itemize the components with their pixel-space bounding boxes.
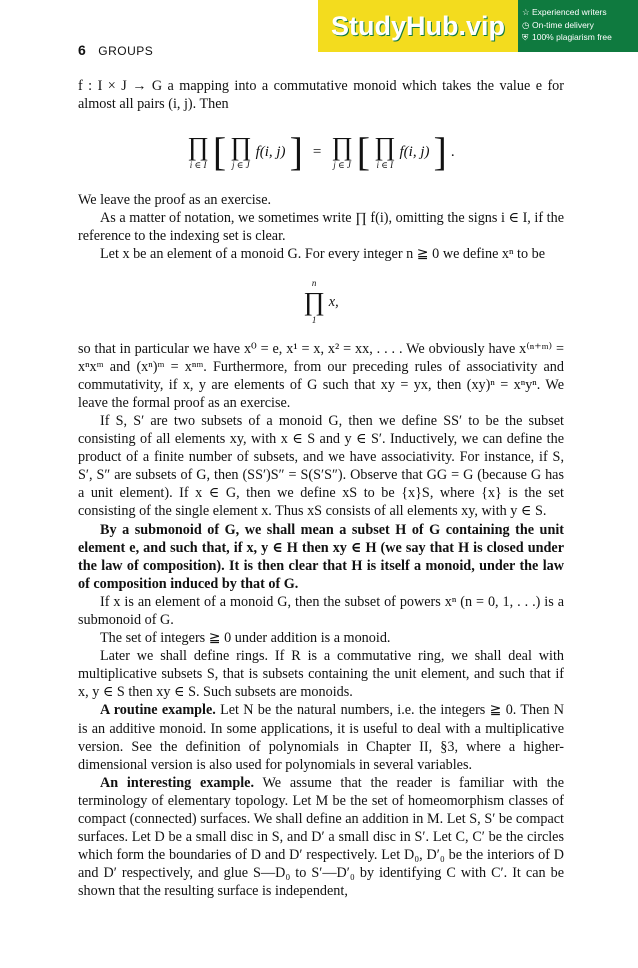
paragraph: If x is an element of a monoid G, then the subset of powers xⁿ (n = 0, 1, . . .) is a submonoid of G. xyxy=(78,593,564,628)
term-closed: closed xyxy=(486,539,524,556)
badge-item: ◷ On-time delivery xyxy=(522,19,594,30)
paragraph: We leave the proof as an exercise. xyxy=(78,192,272,209)
shield-icon: ⛨ xyxy=(522,32,529,42)
display-equation-power: n ∏ 1 x, xyxy=(303,277,339,325)
badge-list xyxy=(522,6,638,44)
paragraph: The set of integers ≧ 0 under addition is a monoid. xyxy=(100,630,391,647)
running-title: GROUPS xyxy=(98,44,154,58)
clock-icon: ◷ xyxy=(522,19,530,30)
example-interesting: An interesting example. We assume that the reader is familiar with the terminology of elementary topology. Let M be the set of homeomorphism classes of compact (connected) surfaces. We shall define an addition in M. Let S, S′ be compact surfaces. Let D be a small disc in S, and D′ a small disc in S′. Let C, C′ be the circles which form the boundaries of D and D′ respectively. Let D₀, D′₀ be the interiors of D and D′ respectively, and glue S—D₀ to S′—D′₀ by identifying C with C′. It can be shown that the resulting surface is independent, xyxy=(78,774,564,900)
paragraph: f : I × J → G a mapping into a commutative monoid which takes the value e for almost all pairs (i, j). Then xyxy=(78,78,564,113)
running-header xyxy=(78,42,153,58)
paragraph: As a matter of notation, we sometimes write ∏ f(i), omitting the signs i ∈ I, if the reference to the indexing set is clear. xyxy=(78,210,564,245)
page-body xyxy=(78,77,564,900)
example-routine: A routine example. Let N be the natural numbers, i.e. the integers ≧ 0. Then N is an additive monoid. In some applications, it is useful to deal with a multiplicative version. See the definition of polynomials in Chapter II, §3, where a higher-dimensional version is also used for polynomials in several variables. xyxy=(78,702,564,773)
example-title: A routine example. xyxy=(100,702,216,719)
badge-item: ⛨ 100% plagiarism free xyxy=(522,32,612,42)
paragraph: Later we shall define rings. If R is a commutative ring, we shall deal with multiplicative subsets S, that is subsets containing the unit element, and such that if x, y ∈ S then xy ∈ S. Such subsets are monoids. xyxy=(78,648,564,701)
example-title: An interesting example. xyxy=(100,774,255,791)
star-icon: ☆ xyxy=(522,7,530,17)
paragraph: so that in particular we have x⁰ = e, x¹ = x, x² = xx, . . . . We obviously have x⁽ⁿ⁺ᵐ⁾ = xⁿxᵐ and (xⁿ)ᵐ = xⁿᵐ. Furthermore, from our preceding rules of associativity and commutativity, if x, y are elements of G such that xy = yx, then (xy)ⁿ = xⁿyⁿ. We leave the formal proof as an exercise. xyxy=(78,340,564,411)
term-submonoid: submonoid xyxy=(134,521,202,538)
display-equation-product: ∏ i ∈ I [ ∏ j ∈ J f(i, j) ] = ∏ j ∈ J [ ∏ i ∈ I f(i, j) ] . xyxy=(187,129,455,175)
brand-logo[interactable]: StudyHub.vip xyxy=(318,0,518,52)
paragraph-definition: By a submonoid of G, we shall mean a subset H of G containing the unit element e, and such that, if x, y ∈ H then xy ∈ H (we say that H is closed under the law of composition). It is then clear that H is itself a monoid, under the law of composition induced by that of G. xyxy=(78,521,564,592)
badge-item: ☆ Experienced writers xyxy=(522,7,607,17)
page-number: 6 xyxy=(78,42,87,58)
paragraph: If S, S′ are two subsets of a monoid G, then we define SS′ to be the subset consisting of all elements xy, with x ∈ S and y ∈ S′. Inductively, we can define the product of a finite number of subsets, and we have associativity. For instance, if S, S′, S″ are subsets of G, then (SS′)S″ = S(S′S″). Observe that GG = G (because G has a unit element). If x ∈ G, then we define xS to be {x}S, where {x} is the set consisting of the single element x. Thus xS consists of all elements xy, with y ∈ S. xyxy=(78,412,564,520)
paragraph: Let x be an element of a monoid G. For every integer n ≧ 0 we define xⁿ to be xyxy=(100,246,545,263)
